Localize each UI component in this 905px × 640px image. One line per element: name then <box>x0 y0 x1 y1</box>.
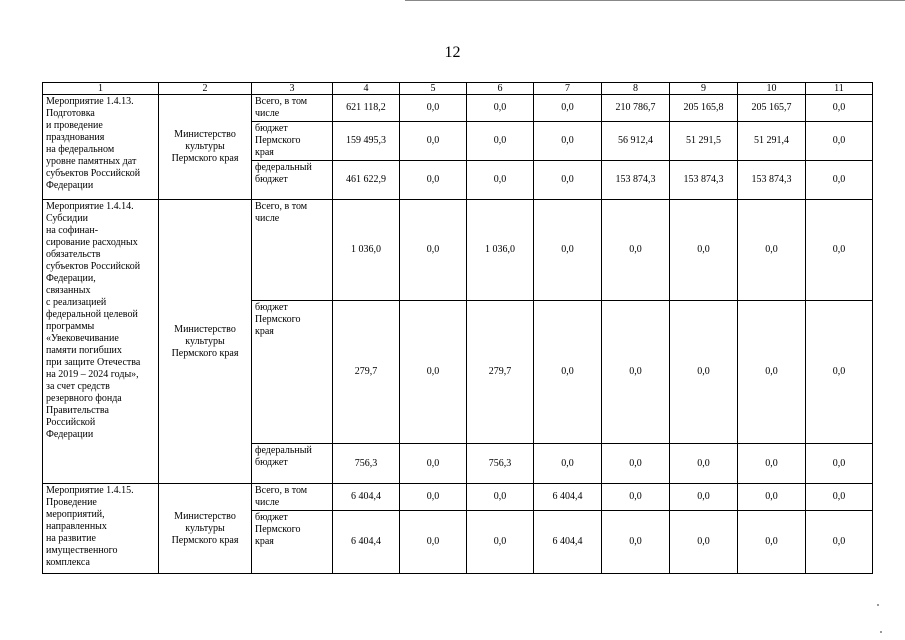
amount-cell: 0,0 <box>467 484 534 511</box>
measure-name: Мероприятие 1.4.14. Субсидии на софинан- сирование расходных обязательств субъектов Российской Федерации, связанных с реализацией федеральной целевой программы «Увековечивание памяти погибших при защите Отечества на 2019 – 2024 годы», за счет средств резервного фонда Правительства Российской Федерации <box>43 200 159 484</box>
amount-cell: 153 874,3 <box>738 161 806 200</box>
amount-cell: 0,0 <box>806 161 873 200</box>
table-row <box>43 200 873 301</box>
amount-cell: 0,0 <box>400 301 467 444</box>
amount-cell: 205 165,8 <box>670 95 738 122</box>
measure-name: Мероприятие 1.4.13. Подготовка и проведение празднования на федеральном уровне памятных дат субъектов Российской Федерации <box>43 95 159 200</box>
amount-cell: 0,0 <box>534 122 602 161</box>
amount-cell: 6 404,4 <box>333 511 400 574</box>
amount-cell: 153 874,3 <box>670 161 738 200</box>
amount-cell: 279,7 <box>333 301 400 444</box>
amount-cell: 0,0 <box>670 511 738 574</box>
amount-cell: 0,0 <box>400 200 467 301</box>
amount-cell: 6 404,4 <box>534 484 602 511</box>
amount-cell: 56 912,4 <box>602 122 670 161</box>
amount-cell: 0,0 <box>602 444 670 484</box>
amount-cell: 0,0 <box>400 161 467 200</box>
funding-source: федеральный бюджет <box>252 161 333 200</box>
amount-cell: 0,0 <box>602 301 670 444</box>
scan-dot <box>880 631 882 633</box>
column-number-header: 10 <box>738 83 806 95</box>
amount-cell: 279,7 <box>467 301 534 444</box>
amount-cell: 0,0 <box>806 95 873 122</box>
amount-cell: 0,0 <box>602 200 670 301</box>
amount-cell: 205 165,7 <box>738 95 806 122</box>
executor: Министерство культуры Пермского края <box>159 200 252 484</box>
amount-cell: 0,0 <box>806 444 873 484</box>
amount-cell: 0,0 <box>467 95 534 122</box>
column-number-header: 9 <box>670 83 738 95</box>
amount-cell: 1 036,0 <box>467 200 534 301</box>
amount-cell: 0,0 <box>670 301 738 444</box>
column-number-header: 5 <box>400 83 467 95</box>
amount-cell: 0,0 <box>534 301 602 444</box>
amount-cell: 0,0 <box>534 200 602 301</box>
column-number-header: 1 <box>43 83 159 95</box>
amount-cell: 0,0 <box>467 122 534 161</box>
amount-cell: 621 118,2 <box>333 95 400 122</box>
amount-cell: 0,0 <box>738 484 806 511</box>
column-number-header: 2 <box>159 83 252 95</box>
amount-cell: 159 495,3 <box>333 122 400 161</box>
table-row <box>43 484 873 511</box>
executor: Министерство культуры Пермского края <box>159 484 252 574</box>
column-number-header: 11 <box>806 83 873 95</box>
column-number-header: 8 <box>602 83 670 95</box>
amount-cell: 0,0 <box>806 122 873 161</box>
amount-cell: 0,0 <box>400 95 467 122</box>
funding-source: бюджет Пермского края <box>252 301 333 444</box>
funding-source: федеральный бюджет <box>252 444 333 484</box>
amount-cell: 1 036,0 <box>333 200 400 301</box>
amount-cell: 0,0 <box>400 511 467 574</box>
funding-source: бюджет Пермского края <box>252 511 333 574</box>
amount-cell: 0,0 <box>806 200 873 301</box>
amount-cell: 0,0 <box>738 444 806 484</box>
amount-cell: 0,0 <box>670 484 738 511</box>
amount-cell: 0,0 <box>400 122 467 161</box>
funding-source: Всего, в том числе <box>252 200 333 301</box>
amount-cell: 6 404,4 <box>333 484 400 511</box>
amount-cell: 0,0 <box>534 444 602 484</box>
amount-cell: 0,0 <box>738 200 806 301</box>
amount-cell: 0,0 <box>806 301 873 444</box>
column-number-header: 7 <box>534 83 602 95</box>
table-row <box>43 95 873 122</box>
amount-cell: 0,0 <box>738 301 806 444</box>
page-number: 12 <box>444 44 461 61</box>
scan-dot <box>877 604 879 606</box>
amount-cell: 210 786,7 <box>602 95 670 122</box>
amount-cell: 6 404,4 <box>534 511 602 574</box>
table-header-row <box>43 83 873 95</box>
amount-cell: 0,0 <box>806 484 873 511</box>
amount-cell: 51 291,4 <box>738 122 806 161</box>
scan-top-rule <box>405 0 905 1</box>
amount-cell: 0,0 <box>467 161 534 200</box>
amount-cell: 461 622,9 <box>333 161 400 200</box>
amount-cell: 0,0 <box>534 161 602 200</box>
amount-cell: 0,0 <box>602 484 670 511</box>
amount-cell: 0,0 <box>467 511 534 574</box>
amount-cell: 0,0 <box>400 444 467 484</box>
amount-cell: 0,0 <box>602 511 670 574</box>
amount-cell: 0,0 <box>400 484 467 511</box>
amount-cell: 153 874,3 <box>602 161 670 200</box>
amount-cell: 0,0 <box>806 511 873 574</box>
funding-source: Всего, в том числе <box>252 484 333 511</box>
amount-cell: 51 291,5 <box>670 122 738 161</box>
budget-table <box>42 82 873 574</box>
amount-cell: 0,0 <box>534 95 602 122</box>
executor: Министерство культуры Пермского края <box>159 95 252 200</box>
measure-name: Мероприятие 1.4.15. Проведение мероприятий, направленных на развитие имущественного комплекса <box>43 484 159 574</box>
amount-cell: 0,0 <box>670 200 738 301</box>
amount-cell: 0,0 <box>738 511 806 574</box>
column-number-header: 3 <box>252 83 333 95</box>
column-number-header: 6 <box>467 83 534 95</box>
funding-source: бюджет Пермского края <box>252 122 333 161</box>
amount-cell: 0,0 <box>670 444 738 484</box>
column-number-header: 4 <box>333 83 400 95</box>
amount-cell: 756,3 <box>333 444 400 484</box>
funding-source: Всего, в том числе <box>252 95 333 122</box>
amount-cell: 756,3 <box>467 444 534 484</box>
